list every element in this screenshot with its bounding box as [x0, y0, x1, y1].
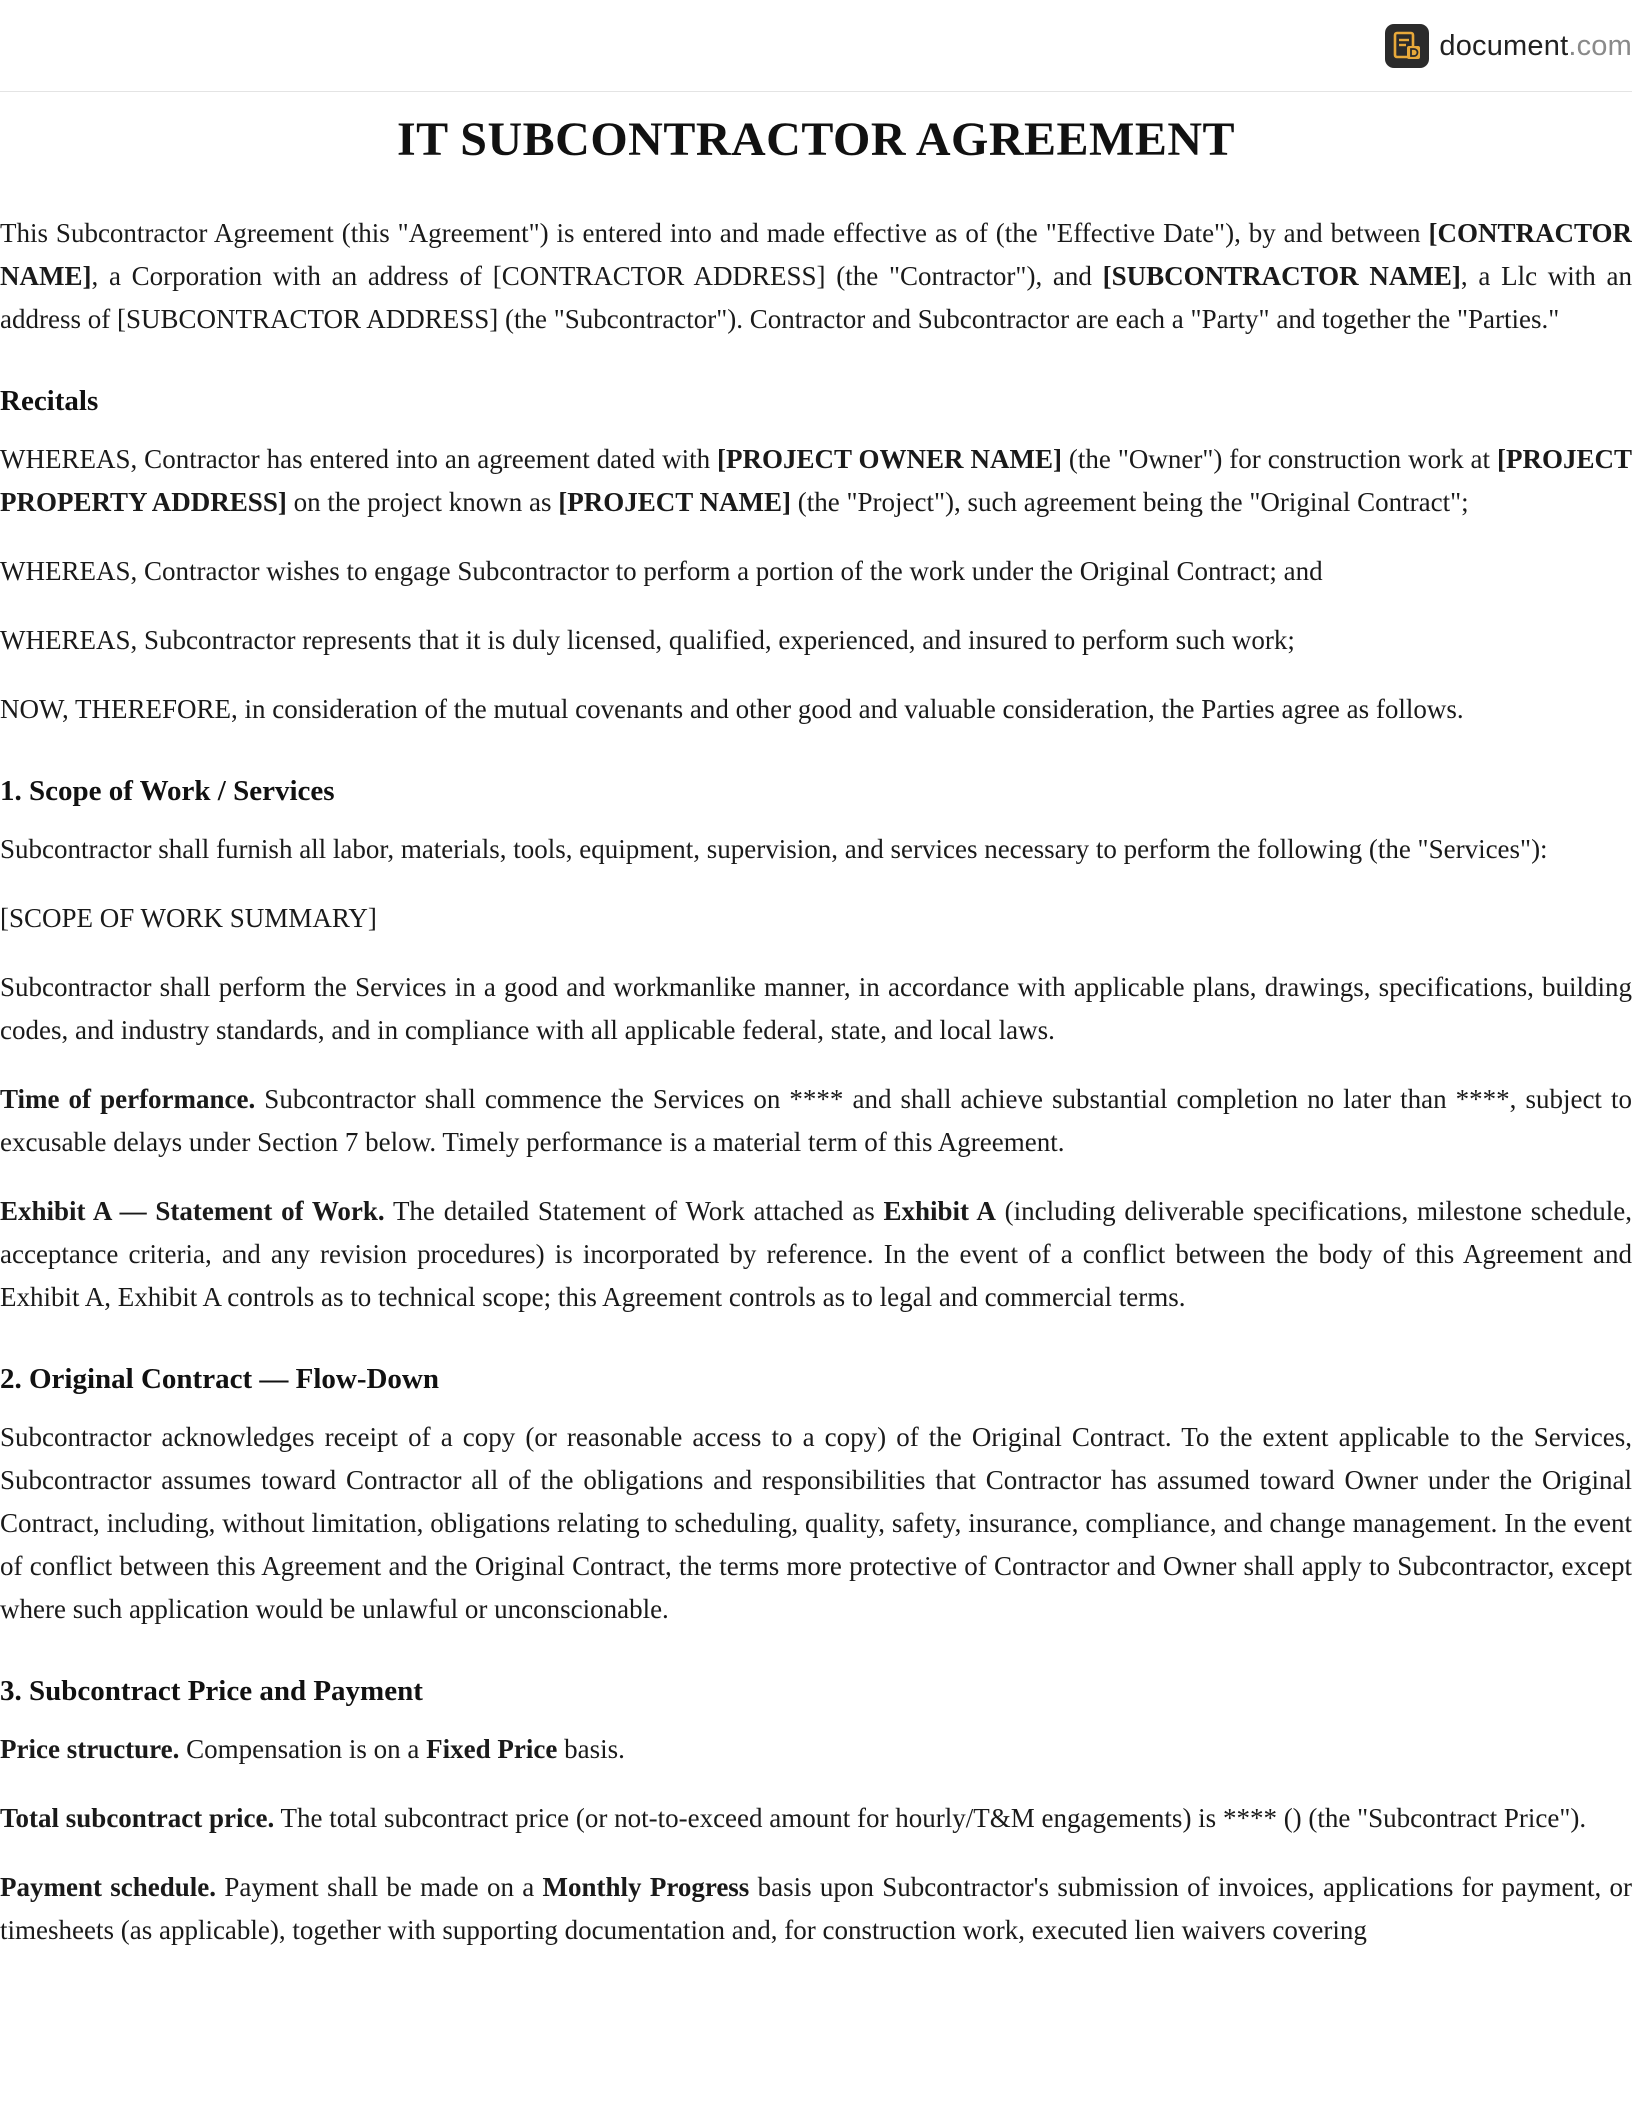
section-1-heading: 1. Scope of Work / Services	[0, 775, 335, 807]
section-3-heading: 3. Subcontract Price and Payment	[0, 1675, 423, 1707]
document-logo-icon	[1385, 24, 1429, 68]
section-1-paragraph-2: [SCOPE OF WORK SUMMARY]	[0, 903, 377, 933]
top-bar	[0, 0, 1632, 92]
monthly-progress: Monthly Progress	[542, 1872, 750, 1902]
project-name: [PROJECT NAME]	[558, 487, 792, 517]
document-body	[0, 110, 1632, 1952]
project-property-address: [PROJECT PROPERTY ADDRESS]	[0, 444, 1632, 517]
exhibit-a-reference: Exhibit A	[883, 1196, 996, 1226]
total-subcontract-price: Total subcontract price. The total subcontract price (or not-to-exceed amount for hourly/T&M engagements) is **** () (the "Subcontract Price").	[0, 1803, 1587, 1833]
section-1-paragraph-1: Subcontractor shall furnish all labor, materials, tools, equipment, supervision, and services necessary to perform the following (the "Services"):	[0, 834, 1548, 864]
section-1-paragraph-3: Subcontractor shall perform the Services in a good and workmanlike manner, in accordance with applicable plans, drawings, specifications, building codes, and industry standards, and in compliance with all applicable federal, state, and local laws.	[0, 972, 1632, 1045]
contractor-name: [CONTRACTOR NAME]	[0, 218, 1632, 291]
price-structure-label: Price structure.	[0, 1734, 180, 1764]
exhibit-a-label: Exhibit A — Statement of Work.	[0, 1196, 385, 1226]
fixed-price: Fixed Price	[426, 1734, 558, 1764]
intro-paragraph: This Subcontractor Agreement (this "Agreement") is entered into and made effective as of (the "Effective Date"), by and between [CONTRACTOR NAME], a Corporation with an address of [CONTRACTOR ADDRESS] (the "Contractor"), and [SUBCONTRACTOR NAME], a Llc with an address of [SUBCONTRACTOR ADDRESS] (the "Subcontractor"). Contractor and Subcontractor are each a "Party" and together the "Parties."	[0, 218, 1632, 334]
payment-schedule: Payment schedule. Payment shall be made on a Monthly Progress basis upon Subcontractor's submission of invoices, applications for payment, or timesheets (as applicable), together with supporting documentation and, for construction work, executed lien waivers covering	[0, 1872, 1632, 1945]
recital-2: WHEREAS, Contractor wishes to engage Subcontractor to perform a portion of the work under the Original Contract; and	[0, 556, 1323, 586]
recital-4: NOW, THEREFORE, in consideration of the mutual covenants and other good and valuable consideration, the Parties agree as follows.	[0, 694, 1464, 724]
total-subcontract-price-label: Total subcontract price.	[0, 1803, 275, 1833]
recitals-heading: Recitals	[0, 385, 99, 417]
price-structure: Price structure. Compensation is on a Fixed Price basis.	[0, 1734, 625, 1764]
section-2-paragraph-1: Subcontractor acknowledges receipt of a copy (or reasonable access to a copy) of the Original Contract. To the extent applicable to the Services, Subcontractor assumes toward Contractor all of the obligations and responsibilities that Contractor has assumed toward Owner under the Original Contract, including, without limitation, obligations relating to scheduling, quality, safety, insurance, compliance, and change management. In the event of conflict between this Agreement and the Original Contract, the terms more protective of Contractor and Owner shall apply to Subcontractor, except where such application would be unlawful or unconscionable.	[0, 1422, 1632, 1624]
exhibit-a-paragraph: Exhibit A — Statement of Work. The detailed Statement of Work attached as Exhibit A (including deliverable specifications, milestone schedule, acceptance criteria, and any revision procedures) is incorporated by reference. In the event of a conflict between the body of this Agreement and Exhibit A, Exhibit A controls as to technical scope; this Agreement controls as to legal and commercial terms.	[0, 1196, 1632, 1312]
subcontractor-name: [SUBCONTRACTOR NAME]	[1102, 261, 1461, 291]
brand[interactable]	[1385, 24, 1632, 68]
section-2-heading: 2. Original Contract — Flow-Down	[0, 1363, 439, 1395]
document-title: IT SUBCONTRACTOR AGREEMENT	[396, 113, 1236, 166]
payment-schedule-label: Payment schedule.	[0, 1872, 217, 1902]
brand-tld: .com	[1568, 29, 1632, 62]
time-of-performance-label: Time of performance.	[0, 1084, 256, 1114]
recital-3: WHEREAS, Subcontractor represents that it is duly licensed, qualified, experienced, and insured to perform such work;	[0, 625, 1295, 655]
brand-name: document.com	[1439, 29, 1632, 62]
project-owner-name: [PROJECT OWNER NAME]	[717, 444, 1062, 474]
time-of-performance: Time of performance. Subcontractor shall commence the Services on **** and shall achieve substantial completion no later than ****, subject to excusable delays under Section 7 below. Timely performance is a material term of this Agreement.	[0, 1084, 1632, 1157]
recital-1: WHEREAS, Contractor has entered into an agreement dated with [PROJECT OWNER NAME] (the "Owner") for construction work at [PROJECT PROPERTY ADDRESS] on the project known as [PROJECT NAME] (the "Project"), such agreement being the "Original Contract";	[0, 444, 1632, 517]
